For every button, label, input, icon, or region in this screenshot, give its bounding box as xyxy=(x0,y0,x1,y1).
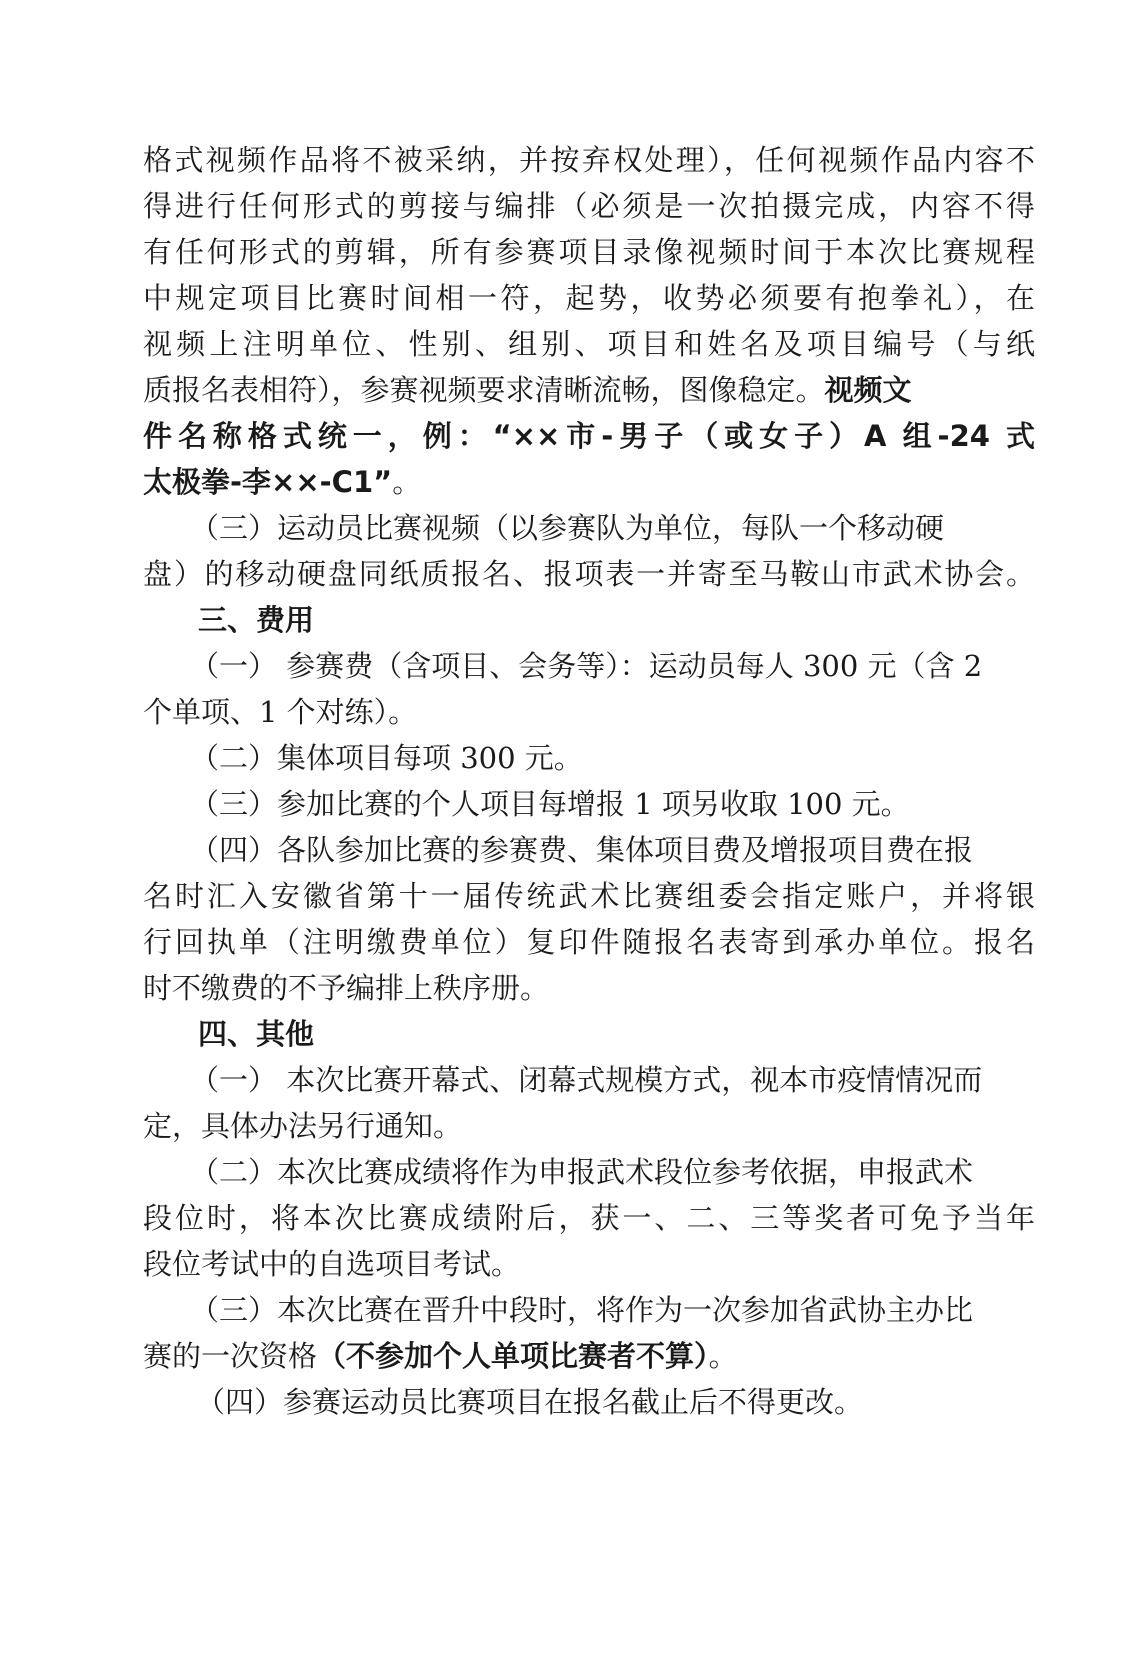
video-format-line-3: 有任何形式的剪辑，所有参赛项目录像视频时间于本次比赛规程 xyxy=(143,235,1035,269)
fees-item-1-line-2: 个单项、1 个对练）。 xyxy=(143,695,418,729)
video-format-line-4: 中规定项目比赛时间相一符，起势，收势必须要有抱拳礼），在 xyxy=(143,281,1035,315)
other-item-2-line-1: （二）本次比赛成绩将作为申报武术段位参考依据，申报武术 xyxy=(190,1155,974,1189)
other-item-2-line-3: 段位考试中的自选项目考试。 xyxy=(143,1247,521,1281)
video-format-line-6-normal: 质报名表相符），参赛视频要求清晰流畅，图像稳定。 xyxy=(143,373,825,407)
video-format-line-8 xyxy=(143,462,1035,502)
video-format-line-7: 件名称格式统一，例：“××市-男子（或女子）A 组-24 式 xyxy=(143,419,1035,453)
other-item-1-line-2: 定，具体办法另行通知。 xyxy=(143,1109,463,1143)
video-format-line-2: 得进行任何形式的剪接与编排（必须是一次拍摄完成，内容不得 xyxy=(143,189,1035,223)
fees-item-4-line-4: 时不缴费的不予编排上秩序册。 xyxy=(143,971,550,1005)
other-item-3-line-1: （三）本次比赛在晋升中段时，将作为一次参加省武协主办比 xyxy=(190,1293,974,1327)
other-item-3-line-2-end: 。 xyxy=(708,1339,738,1373)
fees-item-4-line-1: （四）各队参加比赛的参赛费、集体项目费及增报项目费在报 xyxy=(190,833,974,867)
other-item-3-line-2 xyxy=(143,1336,1035,1376)
fees-item-1-line-1: （一） 参赛费（含项目、会务等）：运动员每人 300 元（含 2 xyxy=(190,649,983,683)
video-format-line-8-normal: 。 xyxy=(392,465,422,499)
video-format-line-5: 视频上注明单位、性别、组别、项目和姓名及项目编号（与纸 xyxy=(143,327,1035,361)
video-format-line-6-bold: 视频文 xyxy=(824,373,912,407)
other-heading: 四、其他 xyxy=(198,1017,315,1051)
other-item-3-line-2-normal: 赛的一次资格 xyxy=(143,1339,318,1373)
fees-item-4-line-3: 行回执单（注明缴费单位）复印件随报名表寄到承办单位。报名 xyxy=(143,925,1035,959)
hard-drive-line-2: 盘）的移动硬盘同纸质报名、报项表一并寄至马鞍山市武术协会。 xyxy=(143,557,1035,591)
hard-drive-line-1: （三）运动员比赛视频（以参赛队为单位，每队一个移动硬 xyxy=(190,511,945,545)
other-item-4: （四）参赛运动员比赛项目在报名截止后不得更改。 xyxy=(196,1385,864,1419)
video-format-line-6 xyxy=(143,370,1035,410)
other-item-3-line-2-bold: （不参加个人单项比赛者不算） xyxy=(317,1339,709,1373)
other-item-2-line-2: 段位时，将本次比赛成绩附后，获一、二、三等奖者可免予当年 xyxy=(143,1201,1035,1235)
other-item-1-line-1: （一） 本次比赛开幕式、闭幕式规模方式，视本市疫情情况而 xyxy=(190,1063,983,1097)
fees-item-3: （三）参加比赛的个人项目每增报 1 项另收取 100 元。 xyxy=(190,787,910,821)
fees-item-4-line-2: 名时汇入安徽省第十一届传统武术比赛组委会指定账户，并将银 xyxy=(143,879,1035,913)
video-format-line-8-bold: 太极拳-李××-C1” xyxy=(143,465,393,499)
fees-item-2: （二）集体项目每项 300 元。 xyxy=(190,741,583,775)
fees-heading: 三、费用 xyxy=(198,603,315,637)
video-format-line-1: 格式视频作品将不被采纳，并按弃权处理），任何视频作品内容不 xyxy=(143,143,1035,177)
